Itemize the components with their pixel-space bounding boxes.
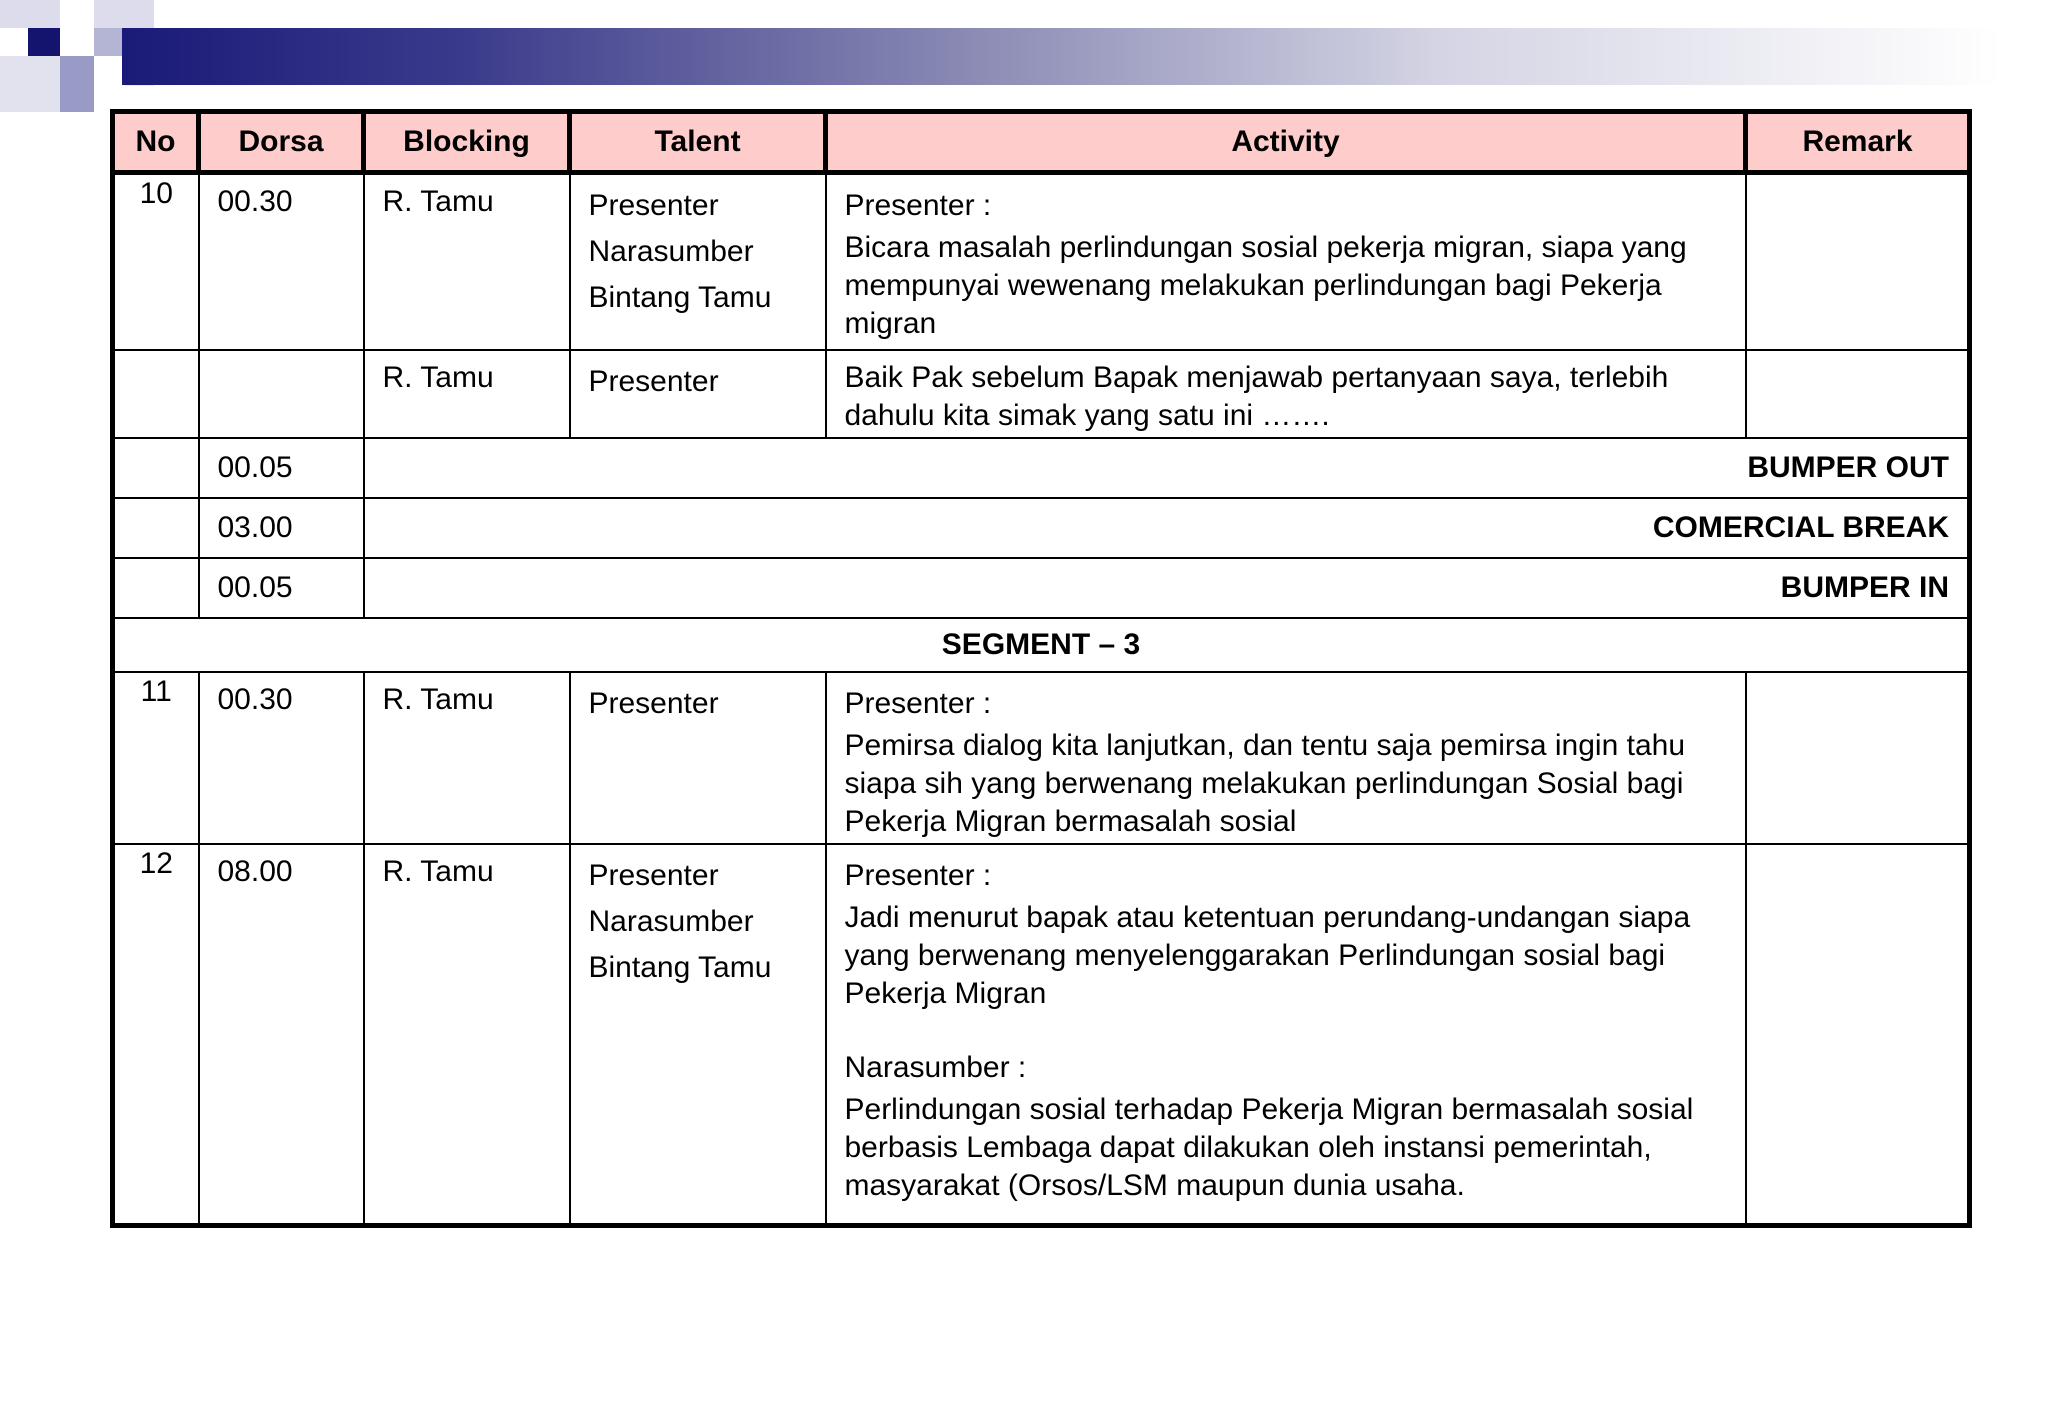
- cell-dorsa: [199, 350, 364, 438]
- break-row: [113, 498, 1970, 558]
- deco-square: [0, 0, 60, 28]
- activity-text: Jadi menurut bapak atau ketentuan perundang-undangan siapa yang berwenang menyelenggarakan Perlindungan sosial bagi Pekerja Migran: [844, 901, 1691, 1010]
- cell-no: [113, 558, 199, 618]
- activity-text: Perlindungan sosial terhadap Pekerja Migran bermasalah sosial berbasis Lembaga dapat dilakukan oleh instansi pemerintah, masyarakat (Orsos/LSM maupun dunia usaha.: [844, 1093, 1694, 1202]
- table-row: [113, 350, 1970, 438]
- talent-item: Bintang Tamu: [588, 951, 772, 984]
- cell-talent: [570, 173, 826, 351]
- cell-no: 10: [113, 173, 199, 351]
- break-row: [113, 438, 1970, 498]
- header-gradient-bar: [122, 28, 2002, 85]
- deco-square: [60, 86, 94, 112]
- column-header-talent: Talent: [570, 112, 826, 173]
- table-header-row: [113, 112, 1970, 173]
- activity-text: Pemirsa dialog kita lanjutkan, dan tentu saja pemirsa ingin tahu siapa sih yang berwenang melakukan perlindungan Sosial bagi Pekerja Migran bermasalah sosial: [844, 729, 1685, 838]
- cell-remark: [1746, 173, 1970, 351]
- activity-speaker: Presenter :: [844, 189, 992, 222]
- cell-no: [113, 350, 199, 438]
- talent-item: Presenter: [588, 859, 719, 892]
- column-header-blocking: Blocking: [364, 112, 570, 173]
- break-label: COMERCIAL BREAK: [364, 498, 1970, 558]
- cell-dorsa: 00.30: [199, 173, 364, 351]
- cell-dorsa: 00.05: [199, 438, 364, 498]
- cell-activity: [826, 844, 1746, 1226]
- column-header-dorsa: Dorsa: [199, 112, 364, 173]
- cell-talent: [570, 844, 826, 1226]
- talent-item: Bintang Tamu: [588, 281, 772, 314]
- cell-talent: [570, 350, 826, 438]
- break-label: BUMPER OUT: [364, 438, 1970, 498]
- cell-dorsa: 08.00: [199, 844, 364, 1226]
- activity-text: Bicara masalah perlindungan sosial pekerja migran, siapa yang mempunyai wewenang melakukan perlindungan bagi Pekerja migran: [844, 231, 1687, 340]
- cell-no: [113, 498, 199, 558]
- table-row: [113, 672, 1970, 844]
- cell-blocking: R. Tamu: [364, 350, 570, 438]
- activity-speaker: Presenter :: [844, 859, 992, 892]
- cell-activity: [826, 350, 1746, 438]
- cell-blocking: R. Tamu: [364, 844, 570, 1226]
- deco-square: [94, 0, 154, 28]
- break-label: BUMPER IN: [364, 558, 1970, 618]
- cell-activity: [826, 173, 1746, 351]
- cell-remark: [1746, 844, 1970, 1226]
- break-row: [113, 558, 1970, 618]
- cell-no: 11: [113, 672, 199, 844]
- cell-dorsa: 00.30: [199, 672, 364, 844]
- talent-item: Presenter: [588, 365, 719, 398]
- activity-speaker: Narasumber :: [844, 1051, 1027, 1084]
- talent-item: Narasumber: [588, 235, 754, 268]
- segment-row: [113, 618, 1970, 672]
- talent-item: Narasumber: [588, 905, 754, 938]
- cell-blocking: R. Tamu: [364, 173, 570, 351]
- deco-square: [28, 28, 60, 56]
- cell-talent: [570, 672, 826, 844]
- column-header-remark: Remark: [1746, 112, 1970, 173]
- cell-dorsa: 00.05: [199, 558, 364, 618]
- cell-dorsa: 03.00: [199, 498, 364, 558]
- segment-title: SEGMENT – 3: [113, 618, 1970, 672]
- deco-square: [0, 56, 60, 112]
- cell-remark: [1746, 672, 1970, 844]
- cell-no: 12: [113, 844, 199, 1226]
- talent-item: Presenter: [588, 189, 719, 222]
- deco-square: [94, 28, 124, 56]
- table-row: [113, 173, 1970, 351]
- activity-speaker: Presenter :: [844, 687, 992, 720]
- cell-blocking: R. Tamu: [364, 672, 570, 844]
- rundown-table: [110, 109, 1972, 1228]
- deco-square: [60, 56, 94, 86]
- activity-text: Baik Pak sebelum Bapak menjawab pertanyaan saya, terlebih dahulu kita simak yang satu ini …….: [844, 361, 1669, 432]
- table-row: [113, 844, 1970, 1226]
- cell-no: [113, 438, 199, 498]
- cell-activity: [826, 672, 1746, 844]
- cell-remark: [1746, 350, 1970, 438]
- column-header-no: No: [113, 112, 199, 173]
- talent-item: Presenter: [588, 687, 719, 720]
- column-header-activity: Activity: [826, 112, 1746, 173]
